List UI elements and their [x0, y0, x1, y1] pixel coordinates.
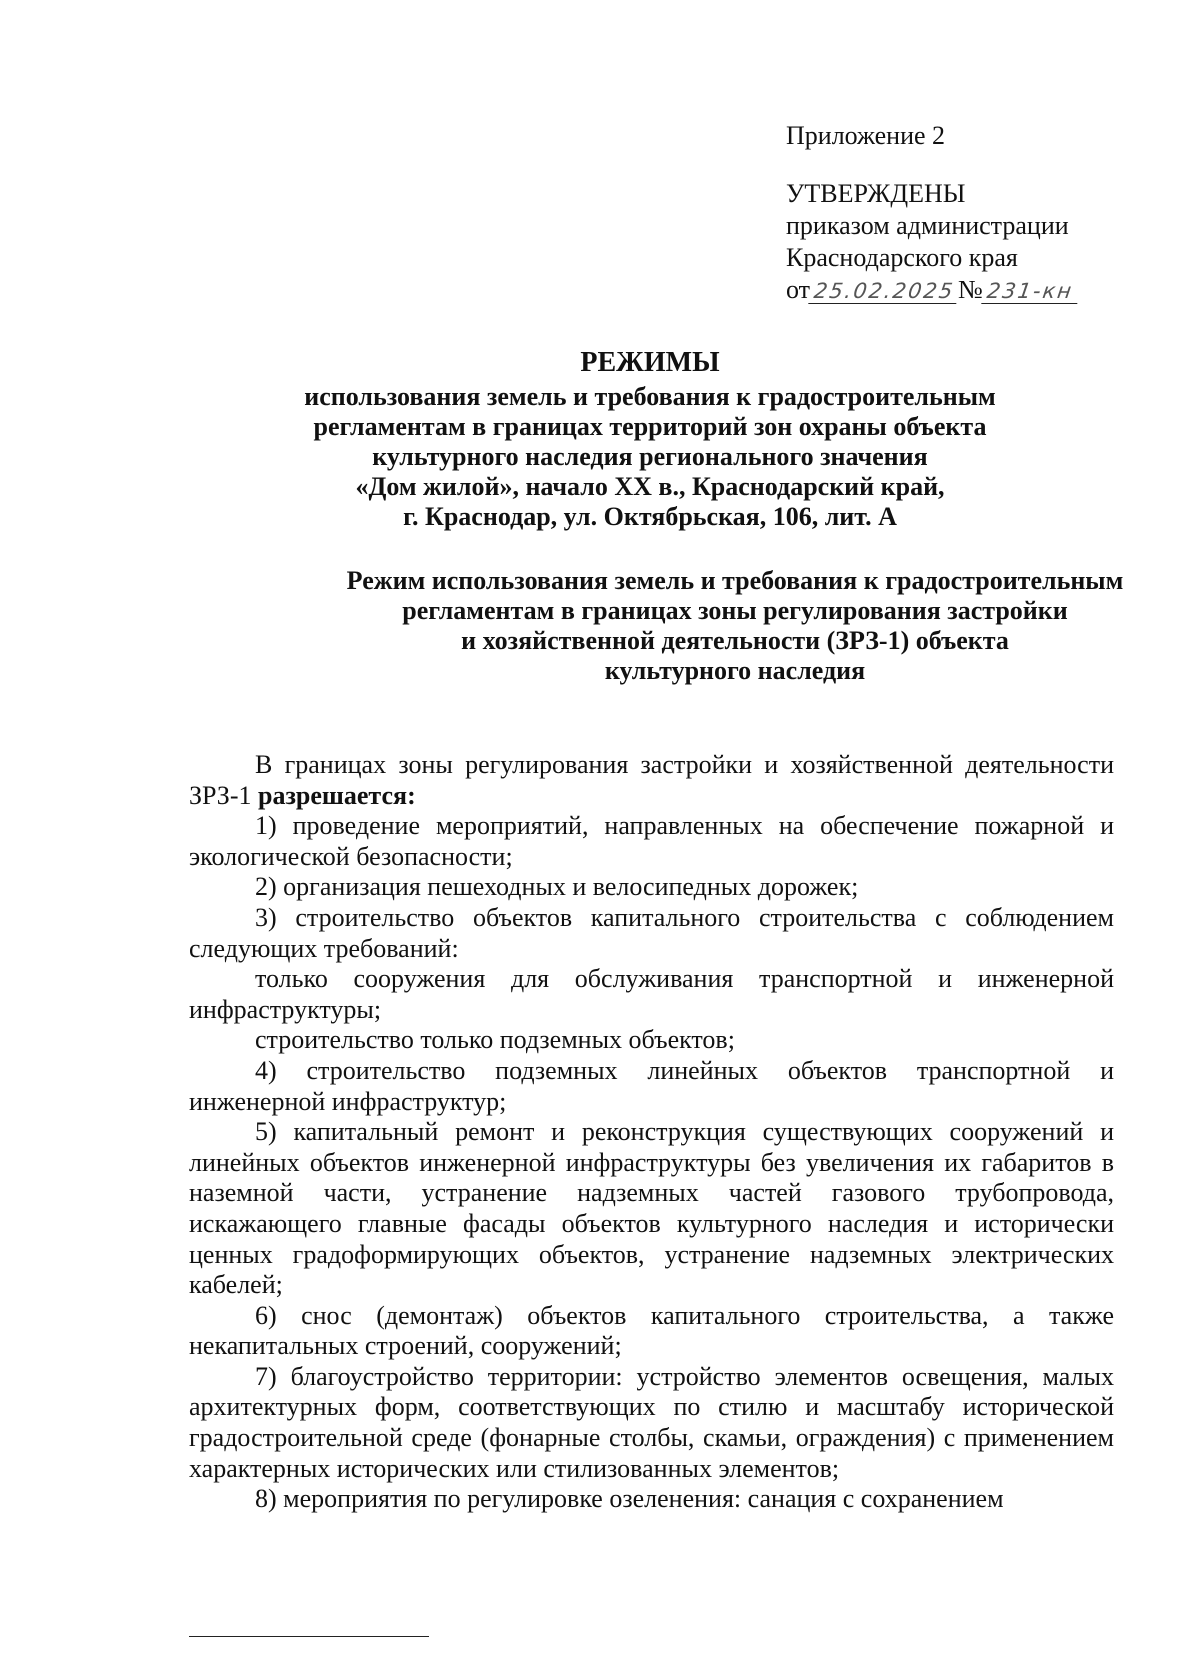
handwritten-date: 25.02.2025	[808, 279, 960, 304]
intro-paragraph	[189, 750, 1114, 811]
title-line: культурного наследия регионального значения	[372, 442, 928, 471]
approved-region: Краснодарского края	[786, 243, 1018, 272]
title-line: г. Краснодар, ул. Октябрьская, 106, лит. А	[403, 502, 897, 531]
date-prefix: от	[786, 275, 811, 304]
approved-label: УТВЕРЖДЕНЫ	[786, 179, 966, 208]
appendix-label: Приложение 2	[786, 121, 946, 150]
intro-text: В границах зоны регулирования застройки и хозяйственной деятельности ЗРЗ-1	[189, 750, 1114, 810]
list-item: 7) благоустройство территории: устройство элементов освещения, малых архитектурных форм, соответствующих по стилю и масштабу исторической градостроительной среде (фонарные столбы, скамьи, ограждения) с применением характерных исторических или стилизованных элементов;	[189, 1361, 1114, 1483]
subtitle-line: регламентам в границах зоны регулирования застройки	[402, 596, 1068, 625]
list-item: 1) проведение мероприятий, направленных на обеспечение пожарной и экологической безопасности;	[189, 811, 1114, 871]
list-item: 6) снос (демонтаж) объектов капитального строительства, а также некапитальных строений, сооружений;	[189, 1300, 1114, 1361]
footnote-divider	[189, 1636, 429, 1637]
approval-stamp-block	[786, 120, 1126, 306]
title-line: использования земель и требования к градостроительным	[304, 382, 996, 411]
body-text	[189, 750, 1114, 1515]
list-item: строительство только подземных объектов;	[255, 1025, 735, 1055]
list-item: 3) строительство объектов капитального строительства с соблюдением следующих требований:	[189, 902, 1114, 963]
handwritten-number: 231-кн	[981, 279, 1081, 304]
document-title	[0, 348, 1200, 532]
list-item: только сооружения для обслуживания транспортной и инженерной инфраструктуры;	[189, 964, 1114, 1024]
list-item: 8) мероприятия по регулировке озеленения: санация с сохранением	[255, 1484, 1004, 1514]
title-line: регламентам в границах территорий зон охраны объекта	[313, 412, 987, 441]
section-subtitle	[240, 566, 1200, 686]
list-item: 5) капитальный ремонт и реконструкция существующих сооружений и линейных объектов инженерной инфраструктуры без увеличения их габаритов в наземной части, устранение надземных частей газового трубопровода, искажающего главные фасады объектов культурного наследия и исторически ценных градоформирующих объектов, устранение надземных электрических кабелей;	[189, 1117, 1114, 1300]
list-item: 2) организация пешеходных и велосипедных дорожек;	[255, 872, 859, 902]
subtitle-line: и хозяйственной деятельности (ЗРЗ-1) объекта	[461, 626, 1009, 655]
number-prefix: №	[958, 275, 983, 304]
order-date-number	[786, 274, 1126, 306]
intro-bold: разрешается:	[258, 780, 416, 810]
subtitle-line: Режим использования земель и требования к градостроительным	[346, 566, 1124, 595]
approved-by-order: приказом администрации	[786, 211, 1069, 240]
title-line: «Дом жилой», начало XX в., Краснодарский край,	[355, 472, 945, 501]
subtitle-line: культурного наследия	[604, 656, 866, 685]
title-main: РЕЖИМЫ	[580, 347, 720, 378]
list-item: 4) строительство подземных линейных объектов транспортной и инженерной инфраструктур;	[189, 1055, 1114, 1116]
